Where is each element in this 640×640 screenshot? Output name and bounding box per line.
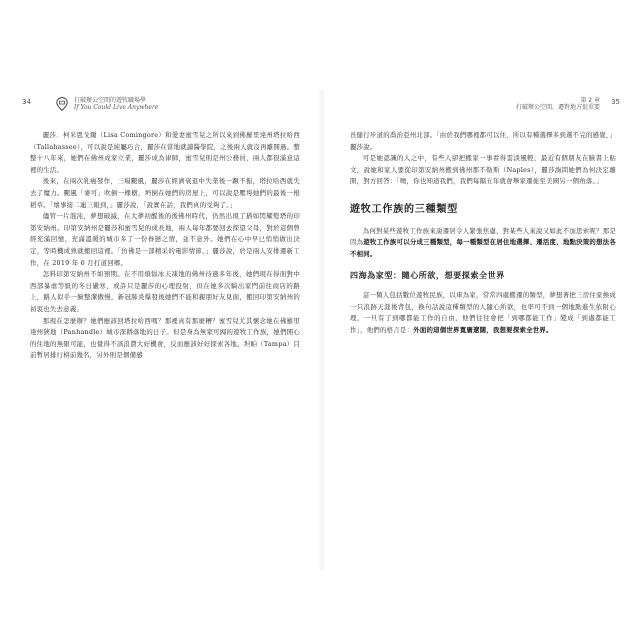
section-heading: 遊牧工作族的三種類型 bbox=[350, 203, 458, 215]
left-page-number: 34 bbox=[22, 98, 32, 106]
right-page-header bbox=[332, 96, 632, 120]
right-page-body bbox=[332, 120, 632, 336]
body-paragraph: 怎料印第安納州不如預期。在不用煩惱冰天凍地的佛州待過多年後，她們現在得面對中西部暴虐等級的冬日嚴寒，或許只是麗莎的心理投射，但在她多次騎出家門前往商店的路上，路人似乎一臉整潔傲慢，新冠肺炎爆發後她們不能和親朋好友見面，搬回印第安納州的初衷也失去意義。 bbox=[30, 270, 300, 313]
right-page bbox=[332, 96, 632, 566]
book-gutter bbox=[318, 90, 326, 570]
left-page-body bbox=[12, 120, 316, 362]
left-page-running-title bbox=[74, 97, 158, 111]
section-intro-emphasis: 遊牧工作族可以分成三種類型，每一種類型在居住地選擇、遷活度、地點決策的想法各不相同。 bbox=[350, 238, 617, 258]
left-page bbox=[12, 96, 316, 566]
body-paragraph: 長健行步道的喬治亞州北部。「由於我們哪裡都可以住，所以有種選擇多到選不完的感覺，」麗莎說。 bbox=[350, 131, 616, 151]
subsection-paragraph bbox=[350, 290, 616, 336]
body-paragraph: 那現在怎麼辦？她們應該回塔拉哈西嗎？那裡真有那麼糟？蜜雪兒尤其懷念她在佛羅里達州狹地（Panhandle）城市深耕落地的日子。但是身為無家可歸的遊牧工作族，她們開心的住地的無限可能，也覺得不該浪費大好機會，反而應該好好探索各地。坦帕（Tampa）目前暫居排行榜前幾名，另外則是個備感 bbox=[30, 316, 300, 360]
body-paragraph: 後來，在兩次乳癌發作，三場颶風，麗莎在經濟衰退中失業後一蹶不振，塔拉哈西就失去了魔力。颶風「麥可」吹倒一棵樹，坍倒在她們的房屋上，可以說是壓垮她們的最後一根稻草。「壞事接二連三報到，」麗莎說，「說實在話，我們真的受夠了。」 bbox=[30, 177, 300, 209]
location-pin-logo-icon bbox=[56, 96, 68, 110]
section-intro-paragraph bbox=[350, 226, 616, 261]
right-page-running-title bbox=[516, 97, 600, 111]
section-intro-text: 為何對某些遊牧工作族來說遷居令人緊張焦慮，對某些人來說又如此不加思索呢？那是因為 bbox=[350, 226, 616, 247]
right-page-number: 35 bbox=[611, 98, 620, 106]
body-paragraph: 可是她認識的人之中，有些人卻把搬家一事看得雲淡風輕，最近有個朋友在臉書上貼文，說她和家人要從印第安納州搬到佛州那不勒斯（Naples），麗莎詢問她們為何決定離開，對方回答：「噢，你也知道我們，我們每隔五年就會舉家遷徙至美國另一個角落。」 bbox=[350, 154, 616, 186]
chapter-subtitle: 打破辦公空間，遷對地方很重要 bbox=[515, 104, 600, 111]
body-paragraph: 麗莎．柯米恩戈爾（Lisa Comingore）和愛妻蜜雪兒之所以來到佛羅里達州塔拉哈西（Tallahassee），可以說是純屬巧合，麗莎在當地就讀醫學院，之後兩人就沒再離開過。整整十八年來，她們在佛州成家立業，麗莎成為律師，蜜雪兒則是州公務員，兩人都很滿意這裡的生活。 bbox=[30, 131, 300, 174]
body-paragraph: 儘管一片混沌，夢想破滅，在大夢初醒後的後佛州時代，仍然出現了猶如閃耀燈塔的印第安納州。印第安納州是麗莎和蜜雪兒的成長地，兩人每年都要回去探望父母，對於這個曾經充滿回憶、充滿溫暖的城市多了一份眷戀之情，並不意外。她們在心中早已悄悄做出決定，等時機成熟就搬回這裡。「仿佛是一部精采的電影情節，」麗莎說，於是兩人安排遷新工作，在 2019 年 6 月打道回鄉。 bbox=[30, 212, 300, 267]
chapter-number: 第 2 章 bbox=[580, 97, 600, 104]
book-title-zh: 打破辦公空間的遊牧職場學 bbox=[74, 97, 147, 104]
book-title-en: If You Could Live Anywhere bbox=[74, 104, 159, 111]
subsection-text: 這一類人包括數位遊牧民族，以車為家，常常四處搬遷的類型，夢想著把三房住家換成一只浪跡天涯後背包，換句話說這種類型的人隨心所欲，也率可不到一個地點進生依附心理，一旦有了到哪都能工作的自由，他們往往會把「到哪都能工作」變成「到處都能工作」，他們的格言是： bbox=[350, 290, 616, 334]
subsection-heading: 四海為家型：隨心所欲，想要探索全世界 bbox=[350, 271, 505, 281]
left-page-header bbox=[12, 96, 316, 120]
subsection-motto: 外面的這個世界寬廣遼闊，我想要探索全世界。 bbox=[413, 325, 553, 334]
